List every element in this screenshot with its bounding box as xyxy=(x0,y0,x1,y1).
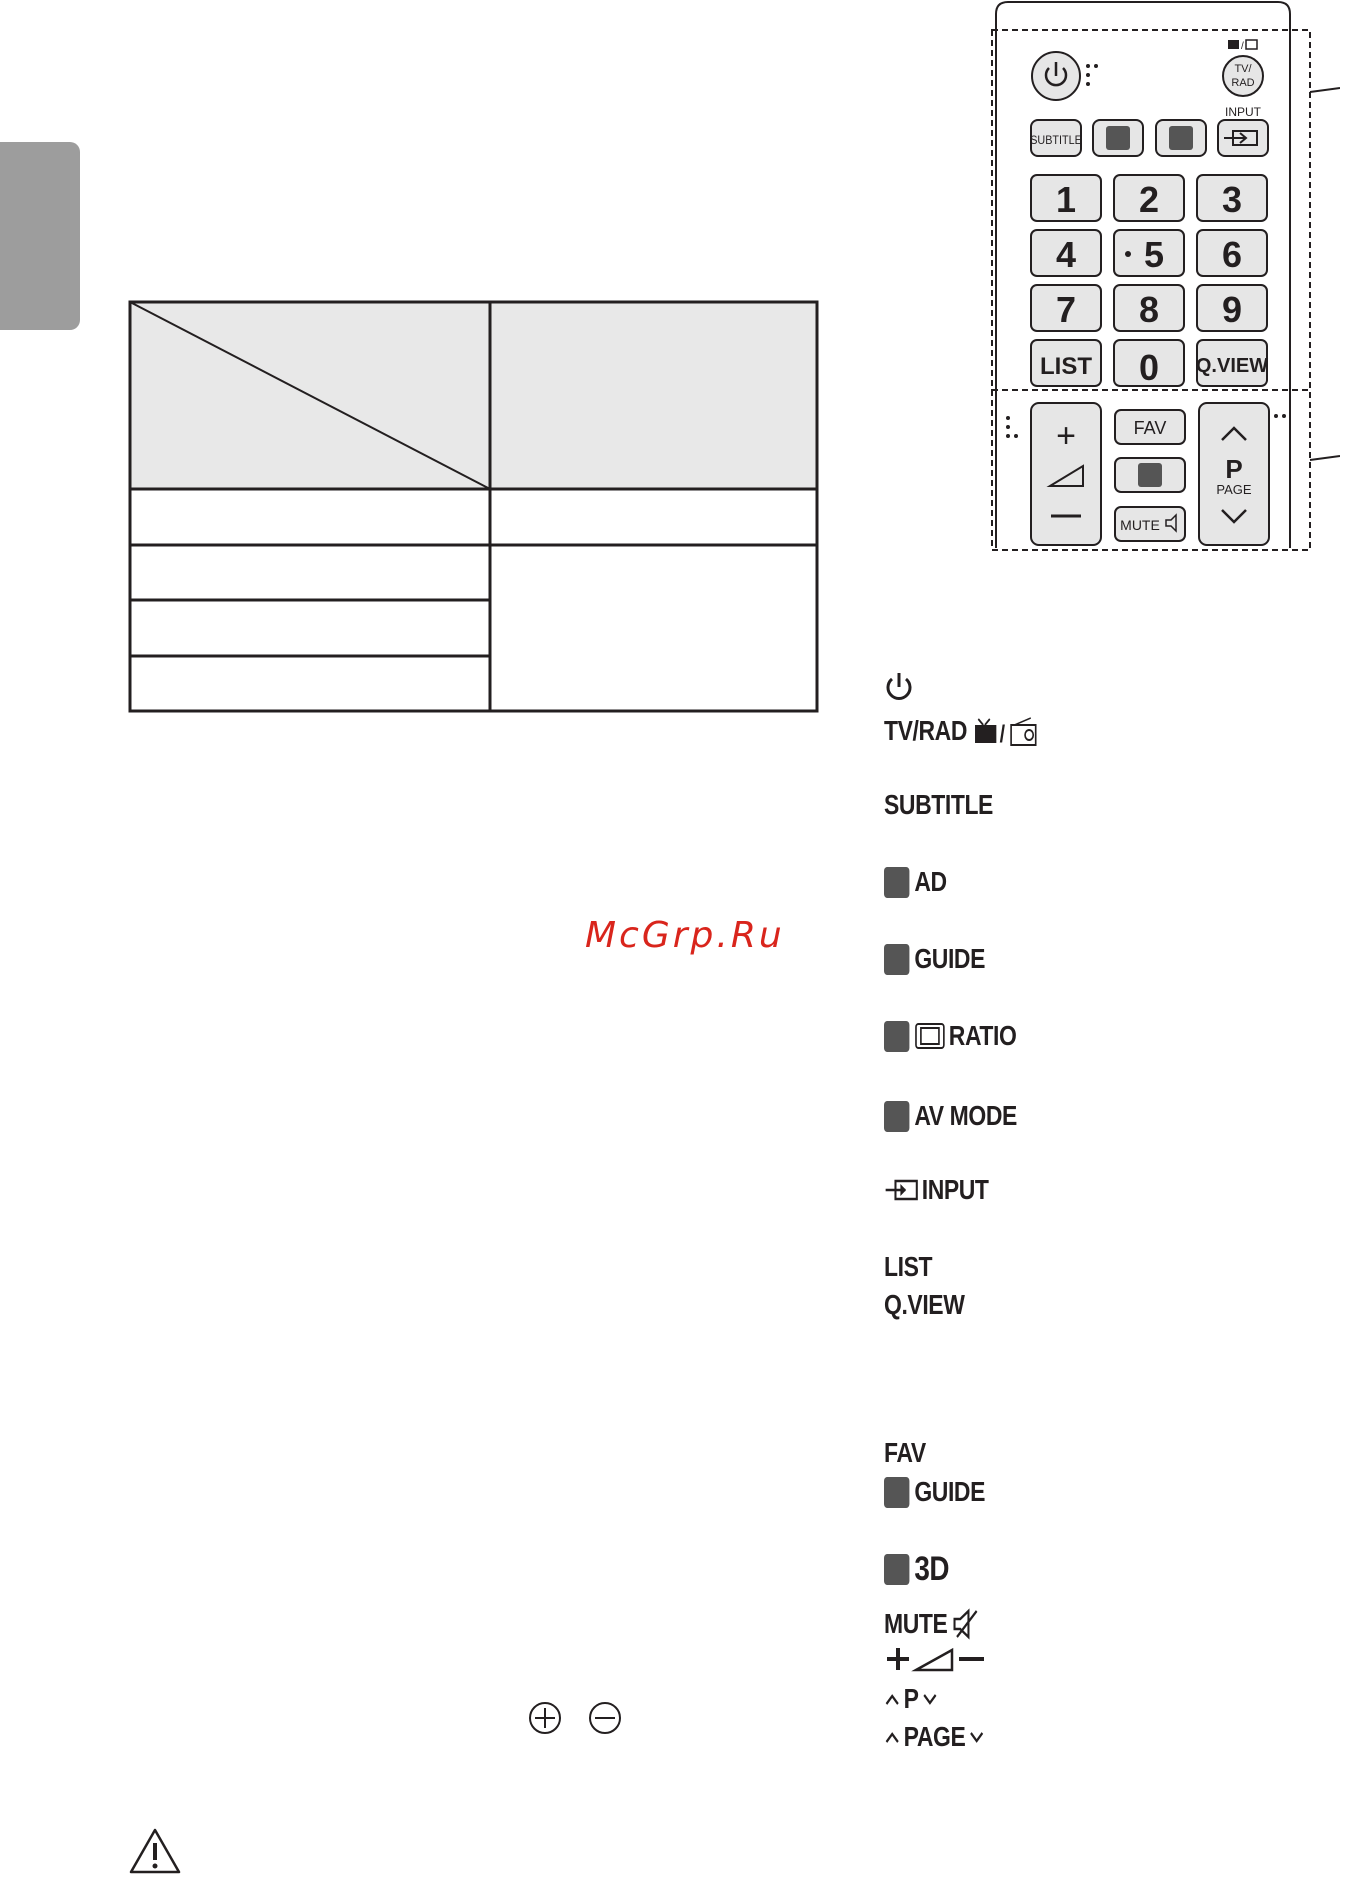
legend-tvrad-label: TV/RAD xyxy=(884,715,968,746)
svg-text:9: 9 xyxy=(1221,289,1243,330)
svg-text:MUTE: MUTE xyxy=(1120,517,1160,533)
mute-icon xyxy=(952,1608,980,1640)
legend-input-label: INPUT xyxy=(921,1174,989,1205)
color-square-icon xyxy=(884,1021,909,1052)
legend-list xyxy=(884,1249,932,1285)
remote-list-button[interactable] xyxy=(1031,340,1101,386)
svg-text:+: + xyxy=(1056,417,1076,455)
legend-tvrad xyxy=(884,713,1047,749)
power-icon xyxy=(884,671,914,703)
chevron-up-icon xyxy=(884,1727,900,1747)
color-square-icon xyxy=(884,1477,909,1508)
svg-text:PAGE: PAGE xyxy=(1216,482,1252,497)
legend-page xyxy=(884,1719,985,1755)
svg-text:7: 7 xyxy=(1055,289,1077,330)
remote-key-6[interactable] xyxy=(1197,230,1267,276)
side-tab xyxy=(0,142,80,330)
remote-page-rocker[interactable] xyxy=(1199,403,1269,545)
svg-text:1: 1 xyxy=(1055,179,1077,220)
legend-input xyxy=(884,1172,989,1208)
legend-guide-2 xyxy=(884,1474,985,1510)
tv-radio-icon xyxy=(974,715,1048,747)
watermark-text: McGrp.Ru xyxy=(585,915,785,956)
svg-text:Q.VIEW: Q.VIEW xyxy=(1195,355,1269,377)
legend-page-label: PAGE xyxy=(903,1721,966,1752)
remote-key-4[interactable] xyxy=(1031,230,1101,276)
color-square-icon xyxy=(884,1101,909,1132)
legend-guide-2-label: GUIDE xyxy=(914,1476,986,1507)
remote-key-5[interactable] xyxy=(1114,230,1184,276)
legend-subtitle-label: SUBTITLE xyxy=(884,789,993,820)
legend-fav-label: FAV xyxy=(884,1437,926,1468)
legend-p-label: P xyxy=(903,1683,919,1714)
remote-color-button-1[interactable] xyxy=(1093,120,1143,156)
legend-guide xyxy=(884,941,985,977)
svg-text:P: P xyxy=(1225,454,1243,484)
remote-key-8[interactable] xyxy=(1114,285,1184,331)
tv-radio-icon xyxy=(1228,40,1257,52)
chevron-down-icon xyxy=(922,1689,938,1709)
color-square-icon xyxy=(884,944,909,975)
svg-text:0: 0 xyxy=(1138,347,1160,388)
remote-subtitle-button[interactable] xyxy=(1030,120,1082,156)
legend-ratio xyxy=(884,1018,1016,1054)
ratio-icon xyxy=(914,1020,947,1052)
remote-fav-button[interactable] xyxy=(1115,410,1185,444)
legend-3d-label: 3D xyxy=(914,1549,950,1588)
svg-text:4: 4 xyxy=(1055,234,1077,275)
remote-mute-button[interactable] xyxy=(1115,507,1185,541)
remote-key-1[interactable] xyxy=(1031,175,1101,221)
volume-icon xyxy=(884,1644,988,1674)
legend-av-mode-label: AV MODE xyxy=(914,1100,1017,1131)
svg-text:6: 6 xyxy=(1221,234,1243,275)
color-square-icon xyxy=(884,1554,909,1585)
svg-text:TV/: TV/ xyxy=(1234,63,1252,75)
remote-qview-button[interactable] xyxy=(1196,340,1268,386)
legend-guide-label: GUIDE xyxy=(914,943,986,974)
remote-illustration xyxy=(988,0,1340,560)
svg-text:LIST: LIST xyxy=(1040,353,1092,380)
remote-input-caption: INPUT xyxy=(1225,105,1261,119)
legend-power xyxy=(884,671,914,708)
svg-text:SUBTITLE: SUBTITLE xyxy=(1030,134,1082,148)
remote-key-2[interactable] xyxy=(1114,175,1184,221)
remote-color-button-3[interactable] xyxy=(1115,458,1185,492)
legend-mute-label: MUTE xyxy=(884,1608,948,1639)
legend-mute xyxy=(884,1606,980,1642)
remote-volume-rocker[interactable] xyxy=(1031,403,1101,545)
legend-av-mode xyxy=(884,1098,1017,1134)
plus-circle-icon xyxy=(530,1703,560,1733)
legend-qview-label: Q.VIEW xyxy=(884,1289,965,1320)
svg-text:5: 5 xyxy=(1143,234,1165,275)
chevron-up-icon xyxy=(884,1689,900,1709)
svg-text:8: 8 xyxy=(1138,289,1160,330)
warning-icon xyxy=(128,1827,182,1875)
legend-fav xyxy=(884,1435,926,1471)
legend-qview xyxy=(884,1287,964,1323)
legend-list-label: LIST xyxy=(884,1251,933,1282)
svg-text:2: 2 xyxy=(1138,179,1160,220)
empty-table xyxy=(128,300,819,713)
legend-ad-label: AD xyxy=(914,866,947,897)
legend-3d xyxy=(884,1551,949,1587)
remote-power-button[interactable] xyxy=(1032,52,1080,100)
remote-key-9[interactable] xyxy=(1197,285,1267,331)
color-square-icon xyxy=(884,867,909,898)
legend-ratio-label: RATIO xyxy=(948,1020,1017,1051)
svg-text:RAD: RAD xyxy=(1231,77,1255,89)
input-icon xyxy=(884,1174,920,1206)
legend-p xyxy=(884,1681,938,1717)
remote-key-3[interactable] xyxy=(1197,175,1267,221)
remote-key-0[interactable] xyxy=(1114,340,1184,388)
svg-text:/: / xyxy=(999,720,1005,747)
svg-text:3: 3 xyxy=(1221,179,1243,220)
remote-input-button[interactable] xyxy=(1218,120,1268,156)
svg-text:FAV: FAV xyxy=(1133,418,1167,438)
remote-color-button-2[interactable] xyxy=(1156,120,1206,156)
remote-key-7[interactable] xyxy=(1031,285,1101,331)
remote-tvrad-button[interactable] xyxy=(1223,56,1263,96)
chevron-down-icon xyxy=(969,1727,985,1747)
plus-minus-icons xyxy=(527,1700,627,1736)
svg-text:/: / xyxy=(1241,41,1244,52)
legend-ad xyxy=(884,864,947,900)
minus-circle-icon xyxy=(590,1703,620,1733)
legend-subtitle xyxy=(884,787,993,823)
